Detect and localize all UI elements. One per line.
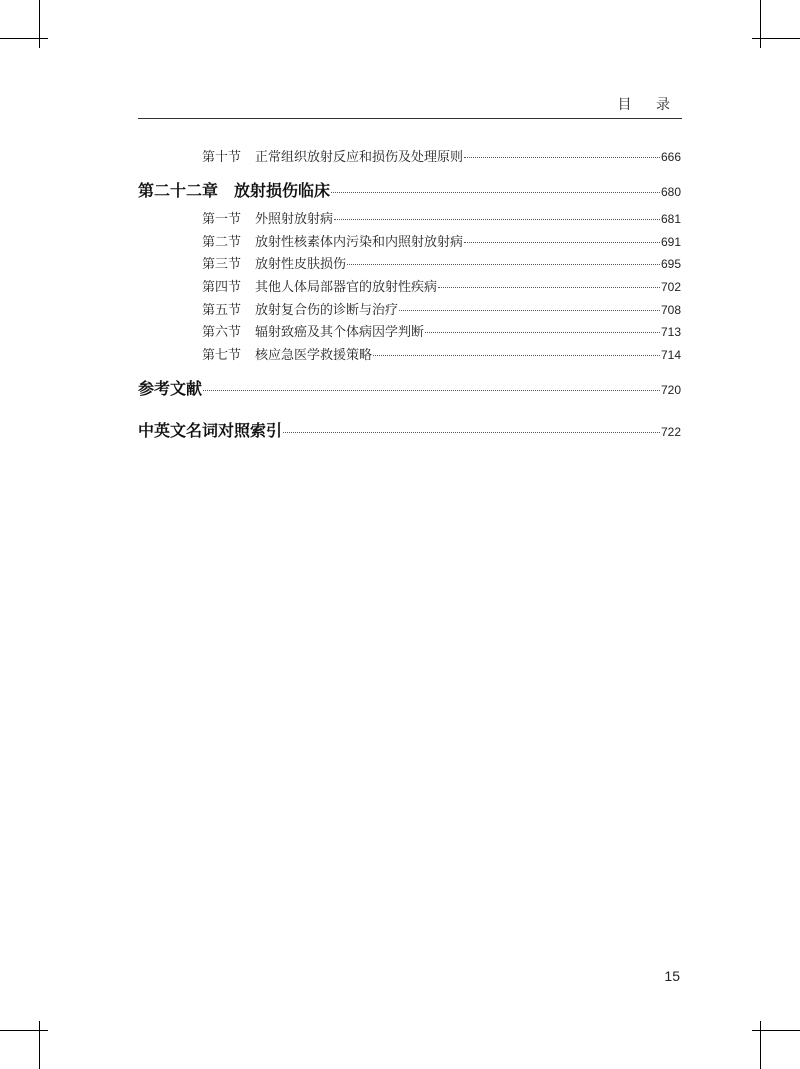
section-page: 714	[660, 348, 681, 362]
section-title: 放射性核素体内污染和内照射放射病	[255, 235, 464, 250]
section-label: 第六节	[202, 325, 242, 340]
toc-entry-references[interactable]	[138, 376, 681, 399]
header-rule	[138, 118, 682, 119]
toc-entry-section[interactable]	[202, 299, 681, 318]
references-page: 720	[660, 383, 681, 397]
toc-entry-section[interactable]	[202, 344, 681, 363]
dot-leader	[425, 331, 660, 333]
section-title: 辐射致癌及其个体病因学判断	[255, 325, 425, 340]
section-page: 681	[660, 212, 681, 226]
section-label: 第一节	[202, 212, 242, 227]
dot-leader	[464, 241, 660, 243]
section-page: 713	[660, 325, 681, 339]
page-number: 15	[664, 968, 680, 984]
toc-entry-index[interactable]	[138, 418, 681, 441]
section-label: 第七节	[202, 348, 242, 363]
toc-entry-chapter[interactable]	[138, 178, 681, 201]
toc-entry-section[interactable]	[202, 253, 681, 272]
chapter-page: 680	[660, 185, 681, 199]
toc-entry-section[interactable]	[202, 231, 681, 250]
dot-leader	[347, 263, 660, 265]
dot-leader	[334, 218, 660, 220]
section-label: 第五节	[202, 303, 242, 318]
dot-leader	[438, 286, 660, 288]
section-title: 放射性皮肤损伤	[255, 257, 347, 272]
section-title: 核应急医学救援策略	[255, 348, 373, 363]
chapter-label: 第二十二章	[138, 181, 219, 200]
section-title: 正常组织放射反应和损伤及处理原则	[255, 150, 464, 165]
references-title: 参考文献	[138, 379, 203, 398]
section-title: 放射复合伤的诊断与治疗	[255, 303, 399, 318]
chapter-title: 放射损伤临床	[234, 181, 331, 200]
dot-leader	[464, 156, 660, 158]
toc-entry-section[interactable]	[202, 208, 681, 227]
dot-leader	[399, 309, 660, 311]
section-label: 第十节	[202, 150, 242, 165]
dot-leader	[331, 191, 660, 193]
index-page: 722	[660, 425, 681, 439]
section-title: 其他人体局部器官的放射性疾病	[255, 280, 438, 295]
toc-entry-section[interactable]	[202, 276, 681, 295]
section-page: 702	[660, 280, 681, 294]
section-label: 第二节	[202, 235, 242, 250]
section-title: 外照射放射病	[255, 212, 334, 227]
section-page: 695	[660, 257, 681, 271]
toc-entry-section[interactable]	[202, 146, 681, 165]
section-page: 708	[660, 303, 681, 317]
dot-leader	[373, 354, 660, 356]
section-page: 691	[660, 235, 681, 249]
index-title: 中英文名词对照索引	[138, 421, 283, 440]
toc-entry-section[interactable]	[202, 321, 681, 340]
section-label: 第四节	[202, 280, 242, 295]
section-page: 666	[660, 150, 681, 164]
section-label: 第三节	[202, 257, 242, 272]
dot-leader	[283, 431, 660, 433]
running-header-title: 目 录	[617, 97, 680, 113]
dot-leader	[203, 389, 660, 391]
